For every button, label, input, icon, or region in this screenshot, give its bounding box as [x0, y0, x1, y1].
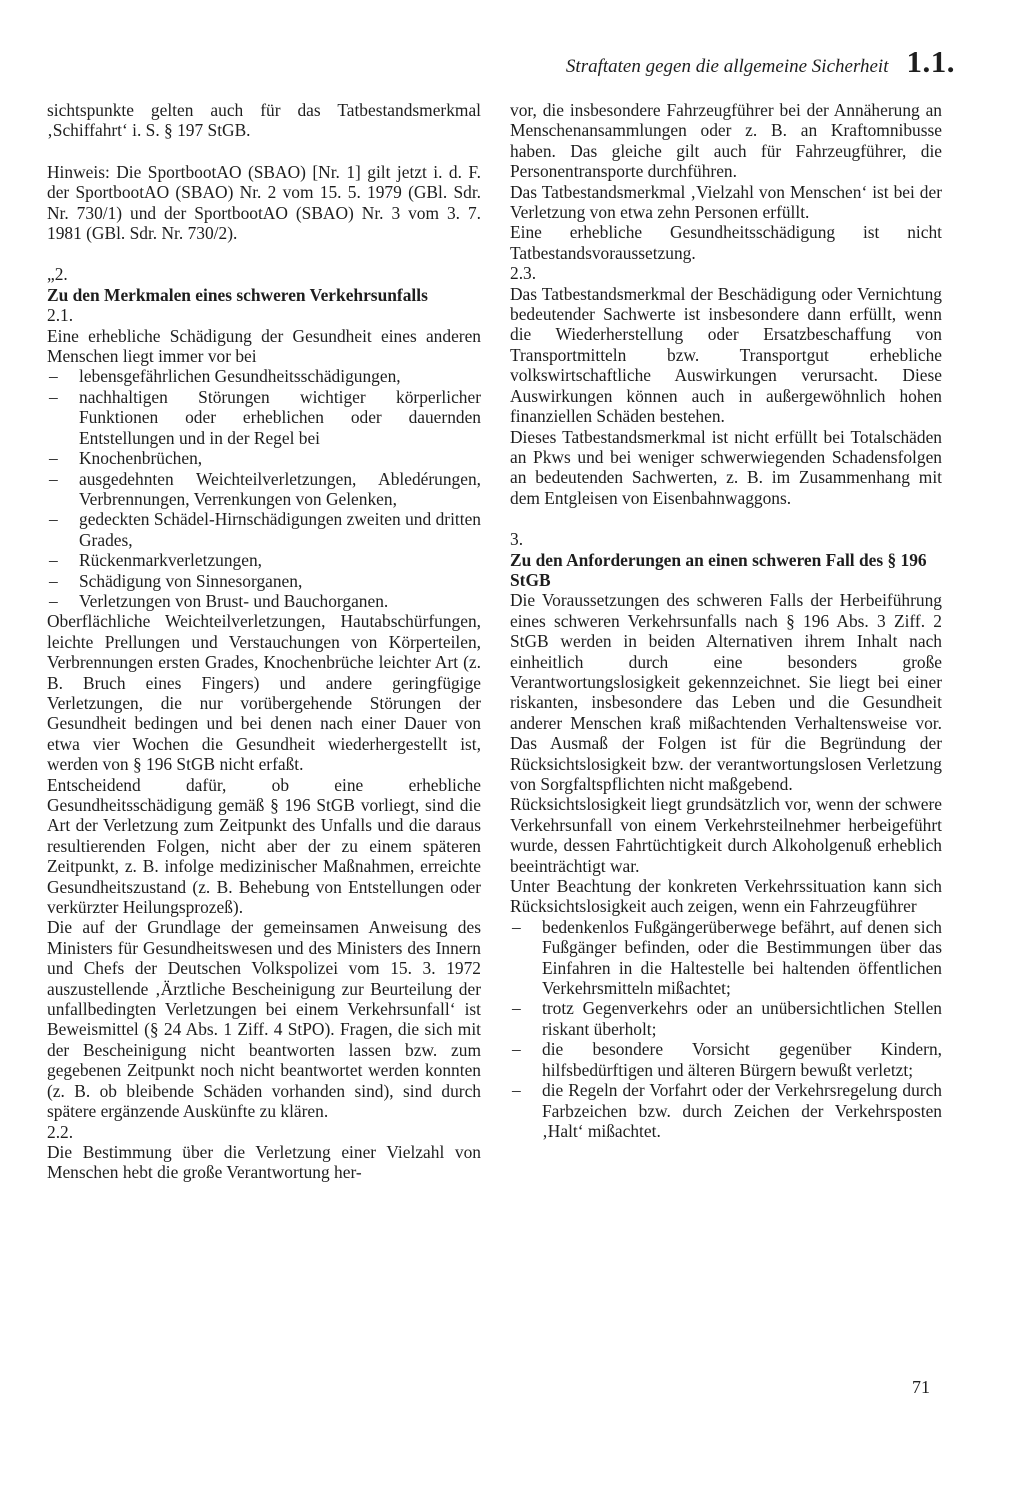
paragraph-intro: sichtspunkte gelten auch für das Tatbestandsmerkmal ‚Schiffahrt‘ i. S. § 197 StGB.	[47, 100, 481, 141]
paragraph-grundlage: Die auf der Grundlage der gemeinsamen Anweisung des Ministers für Gesundheitswesen und des Ministers des Innern und Chefs der Deutschen Volkspolizei vom 15. 3. 1972 auszustellende ‚Ärztliche Bescheinigung zur Beurteilung der unfallbedingten Verletzungen bei einem Verkehrsunfall‘ ist Beweismittel (§ 24 Abs. 1 Ziff. 4 StPO). Fragen, die sich mit der Bescheinigung nicht beantworten lassen bzw. zum gegebenen Zeitpunkt noch nicht beantwortet werden konnten (z. B. ob bleibende Schäden vorhanden sind), sind durch spätere ergänzende Auskünfte zu klären.	[47, 917, 481, 1122]
paragraph-dieses: Dieses Tatbestandsmerkmal ist nicht erfüllt bei Totalschäden an Pkws und bei weniger schwerwiegenden Schadensfolgen an bedeutenden Sachwerten, z. B. im Zusammenhang mit dem Entgleisen von Eisenbahnwaggons.	[510, 426, 942, 508]
list-item: – gedeckten Schädel-Hirnschädigungen zweiten und dritten Grades,	[47, 509, 481, 550]
paragraph-oberflaechlich: Oberflächliche Weichteilverletzungen, Hautabschürfungen, leichte Prellungen und Verstauchungen von Körperteilen, Verbrennungen ersten Grades, Knochenbrüche leichter Art (z. B. Bruch eines Fingers) und andere geringfügige Verletzungen, die nur vorübergehende Störungen der Gesundheit bedingen und bei denen nach einer Dauer von etwa vier Wochen die Gesundheit wiederhergestellt ist, werden von § 196 StGB nicht erfaßt.	[47, 611, 481, 775]
list-item: – Schädigung von Sinnesorganen,	[47, 571, 481, 591]
list-item: – Knochenbrüchen,	[47, 448, 481, 468]
list-item: – nachhaltigen Störungen wichtiger körperlicher Funktionen oder erheblichen oder dauernden Entstellungen und in der Regel bei	[47, 387, 481, 448]
list-item: – ausgedehnten Weichteilverletzungen, Abledérungen, Verbrennungen, Verrenkungen von Gelenken,	[47, 469, 481, 510]
running-header	[535, 44, 955, 80]
list-item: – Rückenmarkverletzungen,	[47, 550, 481, 570]
paragraph-ruecksicht: Rücksichtslosigkeit liegt grundsätzlich vor, wenn der schwere Verkehrsunfall von einem Verkehrsteilnehmer herbeigeführt wurde, dessen Fahrtüchtigkeit durch Alkoholgenuß erheblich beeinträchtigt war.	[510, 794, 942, 876]
paragraph-sachwerte: Das Tatbestandsmerkmal der Beschädigung oder Vernichtung bedeutender Sachwerte ist insbesondere dann erfüllt, wenn die Wiederherstellung oder Ersatzbeschaffung von Transportmitteln bzw. Transportgut erhebliche volkswirtschaftliche Auswirkungen verursacht. Diese Auswirkungen können auch in außergewöhnlich hohen finanziellen Schäden bestehen.	[510, 283, 942, 427]
paragraph-erheblich: Eine erhebliche Schädigung der Gesundheit eines anderen Menschen liegt immer vor bei	[47, 325, 481, 367]
section-2-number: „2.	[47, 264, 68, 285]
paragraph-unter: Unter Beachtung der konkreten Verkehrssituation kann sich Rücksichtslosigkeit auch zeigen, wenn ein Fahrzeugführer	[510, 876, 942, 917]
list-item: – die besondere Vorsicht gegenüber Kindern, hilfsbedürftigen und älteren Bürgern bewußt verletzt;	[510, 1039, 942, 1080]
section-2-2-number: 2.2.	[47, 1121, 74, 1142]
paragraph-tatbestand: Das Tatbestandsmerkmal ‚Vielzahl von Menschen‘ ist bei der Verletzung von etwa zehn Personen erfüllt.	[510, 181, 942, 223]
list-item: – die Regeln der Vorfahrt oder der Verkehrsregelung durch Farbzeichen bzw. durch Zeichen der Verkehrsposten ‚Halt‘ mißachtet.	[510, 1080, 942, 1141]
paragraph-entscheidend: Entscheidend dafür, ob eine erhebliche Gesundheitsschädigung gemäß § 196 StGB vorliegt, sind die Art der Verletzung zum Zeitpunkt des Unfalls und die daraus resultierenden Folgen, nicht aber der zu einem späteren Zeitpunkt, z. B. infolge medizinischer Maßnahmen, erreichte Gesundheitszustand (z. B. Behebung von Entstellungen oder verkürzter Heilungsprozeß).	[47, 774, 481, 918]
injury-list	[47, 366, 481, 611]
left-column	[47, 100, 481, 1183]
list-item: – Verletzungen von Brust- und Bauchorganen.	[47, 591, 481, 611]
paragraph-keine: Eine erhebliche Gesundheitsschädigung ist nicht Tatbestandsvoraussetzung.	[510, 222, 942, 263]
paragraph-hinweis: Hinweis: Die SportbootAO (SBAO) [Nr. 1] gilt jetzt i. d. F. der SportbootAO (SBAO) Nr. 2 vom 15. 5. 1979 (GBl. Sdr. Nr. 730/1) und der SportbootAO (SBAO) Nr. 3 vom 3. 7. 1981 (GBl. Sdr. Nr. 730/2).	[47, 161, 481, 244]
section-2-1-number: 2.1.	[47, 305, 74, 326]
list-item: – lebensgefährlichen Gesundheitsschädigungen,	[47, 366, 481, 386]
right-column	[510, 100, 942, 1141]
paragraph-continuation: vor, die insbesondere Fahrzeugführer bei der Annäherung an Menschenansammlungen oder z. B. an Kraftomnibusse haben. Das gleiche gilt auch für Fahrzeugführer, die Personentransporte durchführen.	[510, 100, 942, 182]
section-3-heading: Zu den Anforderungen an einen schweren Fall des § 196 StGB	[510, 549, 927, 590]
list-item: – trotz Gegenverkehrs oder an unübersichtlichen Stellen riskant überholt;	[510, 998, 942, 1039]
paragraph-vielzahl: Die Bestimmung über die Verletzung einer Vielzahl von Menschen hebt die große Verantwortung her-	[47, 1141, 481, 1183]
list-item: – bedenkenlos Fußgängerüberwege befährt, auf denen sich Fußgänger befinden, oder die Bestimmungen über das Einfahren in die Haltestelle bei haltenden öffentlichen Verkehrsmitteln mißachtet;	[510, 917, 942, 999]
page-number: 71	[912, 1377, 930, 1397]
conduct-list	[510, 917, 942, 1141]
section-number: 1.1.	[906, 44, 955, 79]
paragraph-voraussetzungen: Die Voraussetzungen des schweren Falls der Herbeiführung eines schweren Verkehrsunfalls nach § 196 Abs. 3 Ziff. 2 StGB werden in beiden Alternativen ihrem Inhalt nach einheitlich durch eine besonders große Verantwortungslosigkeit gekennzeichnet. Sie liegt bei einer riskanten, insbesondere das Leben und die Gesundheit anderer Menschen kraß mißachtenden Verhaltensweise vor. Das Ausmaß der Folgen ist für die Begründung der Rücksichtslosigkeit bzw. der verantwortungslosen Verletzung von Sorgfaltspflichten nicht maßgebend.	[510, 590, 942, 794]
header-title: Straftaten gegen die allgemeine Sicherheit	[565, 56, 889, 77]
section-2-3-number: 2.3.	[510, 263, 537, 284]
section-2-heading: Zu den Merkmalen eines schweren Verkehrsunfalls	[47, 284, 428, 305]
section-3-number: 3.	[510, 529, 524, 550]
